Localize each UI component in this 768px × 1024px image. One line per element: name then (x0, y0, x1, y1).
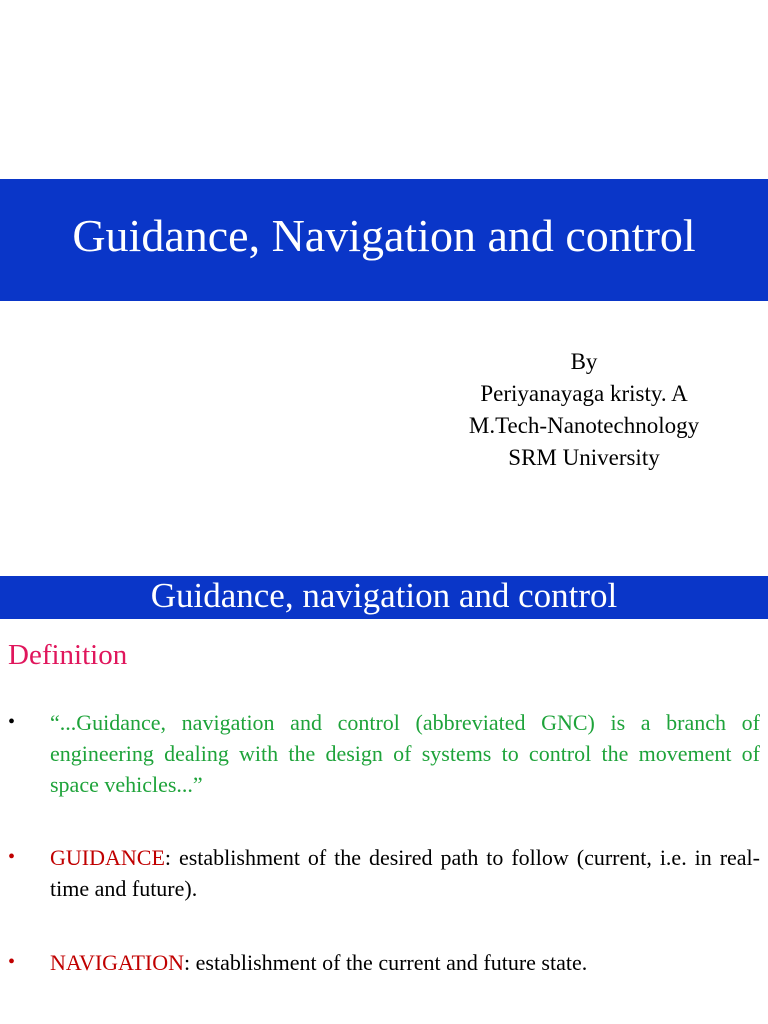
section-title: Guidance, navigation and control (150, 576, 618, 615)
bullet-text: : establishment of the desired path to follow (current, i.e. in real-time and future). (50, 845, 760, 901)
author-degree: M.Tech-Nanotechnology (468, 413, 700, 438)
author-name: Periyanayaga kristy. A (480, 381, 688, 406)
bullet-body (50, 947, 760, 978)
bullet-marker: • (8, 846, 16, 868)
bullet-marker: • (8, 711, 16, 733)
term-navigation: NAVIGATION (50, 950, 185, 975)
section-banner (0, 576, 768, 619)
bullet-text: “...Guidance, navigation and control (abbreviated GNC) is a branch of engineering dealing with the design of systems to control the movement of space vehicles...” (50, 710, 760, 797)
bullet-body (50, 842, 760, 904)
author-university: SRM University (508, 445, 660, 470)
author-by: By (570, 349, 598, 374)
page-title: Guidance, Navigation and control (72, 210, 696, 261)
author-block (400, 346, 768, 474)
definition-heading: Definition (8, 639, 128, 671)
bullet-text: : establishment of the current and future state. (184, 950, 588, 975)
term-guidance: GUIDANCE (50, 845, 165, 870)
bullet-marker: • (8, 951, 16, 973)
title-banner (0, 179, 768, 301)
